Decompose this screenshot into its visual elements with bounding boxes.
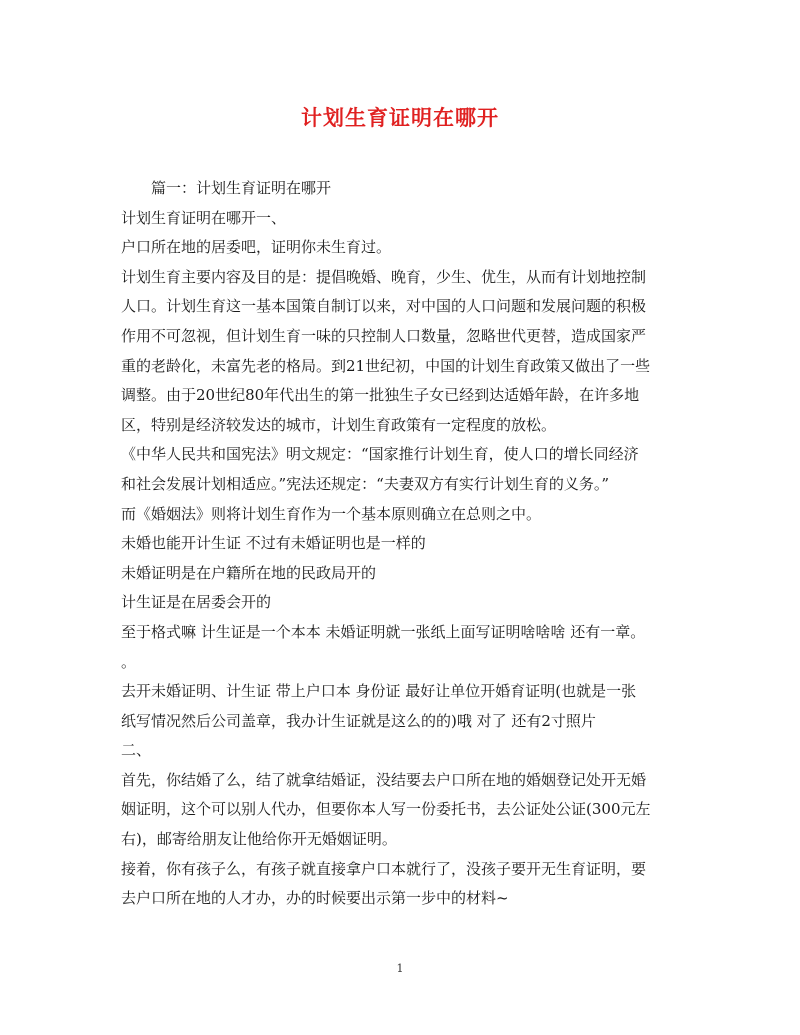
paragraph-line: 去开未婚证明、计生证 带上户口本 身份证 最好让单位开婚育证明(也就是一张	[121, 682, 637, 701]
paragraph-line: 。	[121, 652, 137, 671]
document-body	[121, 174, 689, 914]
paragraph-line: 未婚证明是在户籍所在地的民政局开的	[121, 563, 377, 582]
paragraph-line: 未婚也能开计生证 不过有未婚证明也是一样的	[121, 534, 426, 553]
section-heading: 篇一：计划生育证明在哪开	[151, 179, 332, 197]
paragraph-line: 和社会发展计划相适应。”宪法还规定：“夫妻双方有实行计划生育的义务。”	[121, 474, 610, 493]
paragraph-line: 接着，你有孩子么，有孩子就直接拿户口本就行了，没孩子要开无生育证明，要	[121, 859, 647, 878]
document-title: 计划生育证明在哪开	[301, 105, 499, 130]
paragraph-line: 姻证明，这个可以别人代办，但要你本人写一份委托书，去公证处公证(300元左	[121, 800, 651, 819]
paragraph-line: 区，特别是经济较发达的城市，计划生育政策有一定程度的放松。	[121, 415, 557, 434]
paragraph-line: 右)，邮寄给朋友让他给你开无婚姻证明。	[121, 830, 397, 849]
paragraph-line: 计划生育主要内容及目的是：提倡晚婚、晚育，少生、优生，从而有计划地控制	[121, 267, 647, 286]
paragraph-line: 计划生育证明在哪开一、	[121, 208, 287, 227]
page-number: 1	[396, 962, 404, 975]
paragraph-line: 《中华人民共和国宪法》明文规定：“国家推行计划生育，使人口的增长同经济	[121, 445, 639, 464]
section-heading: 二、	[121, 741, 152, 760]
paragraph-line: 重的老龄化，未富先老的格局。到21世纪初，中国的计划生育政策又做出了一些	[121, 356, 651, 375]
paragraph-line: 至于格式嘛 计生证是一个本本 未婚证明就一张纸上面写证明啥啥啥 还有一章。	[121, 622, 646, 641]
paragraph-line: 而《婚姻法》则将计划生育作为一个基本原则确立在总则之中。	[121, 504, 542, 523]
paragraph-line: 户口所在地的居委吧，证明你未生育过。	[121, 238, 392, 257]
paragraph-line: 作用不可忽视，但计划生育一味的只控制人口数量，忽略世代更替，造成国家严	[121, 326, 647, 345]
paragraph-line: 去户口所在地的人才办，办的时候要出示第一步中的材料~	[121, 889, 509, 908]
paragraph-line: 首先，你结婚了么，结了就拿结婚证，没结要去户口所在地的婚姻登记处开无婚	[121, 770, 647, 789]
paragraph-line: 调整。由于20世纪80年代出生的第一批独生子女已经到达适婚年龄，在许多地	[121, 386, 640, 405]
paragraph-line: 纸写情况然后公司盖章，我办计生证就是这么的的)哦 对了 还有2寸照片	[121, 711, 596, 730]
paragraph-line: 计生证是在居委会开的	[121, 593, 272, 612]
paragraph-line: 人口。计划生育这一基本国策自制订以来，对中国的人口问题和发展问题的积极	[121, 297, 647, 316]
